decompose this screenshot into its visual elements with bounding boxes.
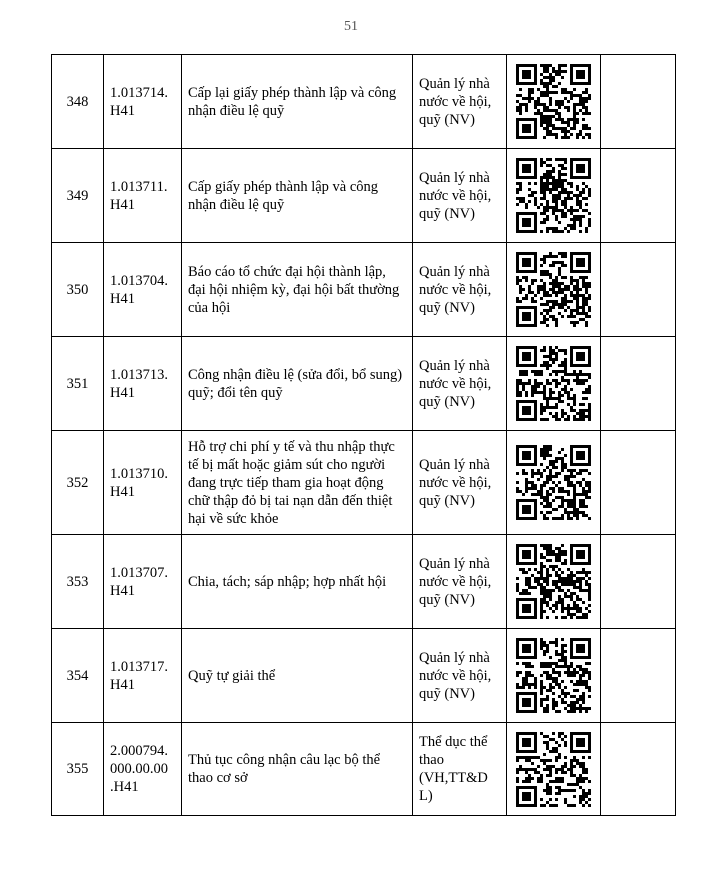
procedure-code: 1.013704. H41: [104, 243, 182, 337]
table-row: [52, 723, 676, 816]
procedure-field: Quản lý nhà nước về hội, quỹ (NV): [413, 243, 507, 337]
table-row: [52, 337, 676, 431]
qr-code-icon: [516, 544, 591, 619]
procedure-table: [51, 54, 676, 816]
procedure-name: Cấp giấy phép thành lập và công nhận điều lệ quỹ: [182, 149, 413, 243]
qr-code-cell: [507, 243, 601, 337]
procedure-name: Cấp lại giấy phép thành lập và công nhận điều lệ quỹ: [182, 55, 413, 149]
table-row: [52, 431, 676, 535]
qr-code-cell: [507, 723, 601, 816]
note-cell: [601, 337, 676, 431]
procedure-code: 2.000794. 000.00.00 .H41: [104, 723, 182, 816]
table-row: [52, 243, 676, 337]
note-cell: [601, 431, 676, 535]
page-number: 51: [344, 19, 358, 34]
procedure-name: Quỹ tự giải thể: [182, 629, 413, 723]
procedure-field: Quản lý nhà nước về hội, quỹ (NV): [413, 535, 507, 629]
procedure-field: Thể dục thể thao (VH,TT&D L): [413, 723, 507, 816]
procedure-name: Chia, tách; sáp nhập; hợp nhất hội: [182, 535, 413, 629]
qr-code-icon: [516, 252, 591, 327]
qr-code-icon: [516, 445, 591, 520]
row-number: 348: [52, 55, 104, 149]
qr-code-cell: [507, 149, 601, 243]
row-number: 349: [52, 149, 104, 243]
table-row: [52, 149, 676, 243]
qr-code-cell: [507, 431, 601, 535]
procedure-name: Báo cáo tổ chức đại hội thành lập, đại hội nhiệm kỳ, đại hội bất thường của hội: [182, 243, 413, 337]
table-row: [52, 55, 676, 149]
row-number: 355: [52, 723, 104, 816]
note-cell: [601, 149, 676, 243]
procedure-code: 1.013717. H41: [104, 629, 182, 723]
procedure-field: Quản lý nhà nước về hội, quỹ (NV): [413, 431, 507, 535]
qr-code-icon: [516, 158, 591, 233]
procedure-table-body: [52, 55, 676, 816]
note-cell: [601, 535, 676, 629]
row-number: 351: [52, 337, 104, 431]
procedure-field: Quản lý nhà nước về hội, quỹ (NV): [413, 337, 507, 431]
qr-code-cell: [507, 535, 601, 629]
qr-code-icon: [516, 638, 591, 713]
procedure-code: 1.013713. H41: [104, 337, 182, 431]
procedure-name: Công nhận điều lệ (sửa đổi, bổ sung) quỹ; đổi tên quỹ: [182, 337, 413, 431]
row-number: 350: [52, 243, 104, 337]
note-cell: [601, 243, 676, 337]
procedure-name: Thủ tục công nhận câu lạc bộ thể thao cơ sở: [182, 723, 413, 816]
qr-code-icon: [516, 346, 591, 421]
procedure-field: Quản lý nhà nước về hội, quỹ (NV): [413, 55, 507, 149]
procedure-field: Quản lý nhà nước về hội, quỹ (NV): [413, 149, 507, 243]
row-number: 352: [52, 431, 104, 535]
procedure-field: Quản lý nhà nước về hội, quỹ (NV): [413, 629, 507, 723]
qr-code-cell: [507, 55, 601, 149]
row-number: 353: [52, 535, 104, 629]
note-cell: [601, 629, 676, 723]
procedure-code: 1.013707. H41: [104, 535, 182, 629]
procedure-code: 1.013711. H41: [104, 149, 182, 243]
qr-code-icon: [516, 732, 591, 807]
qr-code-cell: [507, 629, 601, 723]
row-number: 354: [52, 629, 104, 723]
procedure-name: Hỗ trợ chi phí y tế và thu nhập thực tế bị mất hoặc giảm sút cho người đang trực tiếp tham gia hoạt động chữ thập đỏ bị tai nạn dẫn đến thiệt hại về sức khỏe: [182, 431, 413, 535]
procedure-code: 1.013714. H41: [104, 55, 182, 149]
note-cell: [601, 55, 676, 149]
qr-code-cell: [507, 337, 601, 431]
table-row: [52, 535, 676, 629]
procedure-code: 1.013710. H41: [104, 431, 182, 535]
table-row: [52, 629, 676, 723]
qr-code-icon: [516, 64, 591, 139]
note-cell: [601, 723, 676, 816]
